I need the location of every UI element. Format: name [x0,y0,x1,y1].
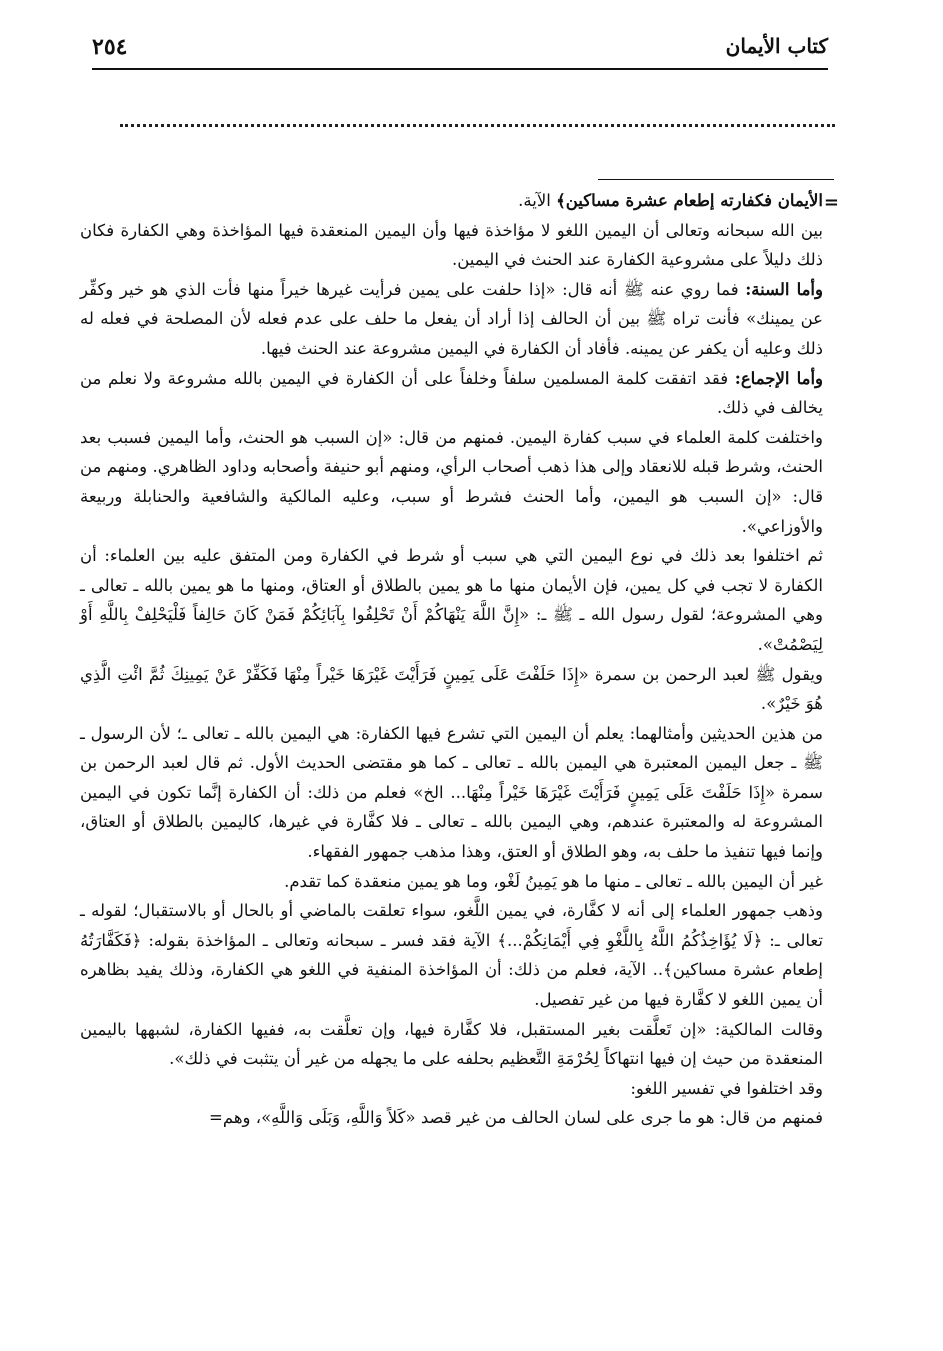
paragraph-text: الآية. [518,191,557,210]
paragraph-text: ثم اختلفوا بعد ذلك في نوع اليمين التي هي سبب أو شرط في الكفارة ومن المتفق عليه بين العلماء: أن الكفارة لا تجب في كل يمين، فإن الأيمان منها ما هو يمين بالطلاق أو العتاق، ومنها ما هو يمين بالله ـ تعالى ـ وهي المشروعة؛ لقول رسول الله ـ ﷺ ـ: «إِنَّ اللَّهَ يَنْهَاكُمْ أَنْ تَحْلِفُوا بِآبَائِكُمْ فَمَنْ كَانَ حَالِفاً فَلْيَحْلِفْ بِاللَّهِ أَوْ لِيَصْمُتْ». [80,546,823,654]
chapter-title: كتاب الأيمان [725,34,828,58]
paragraph [80,896,823,1014]
paragraph [80,867,823,897]
paragraph [80,541,823,659]
paragraph-text: واختلفت كلمة العلماء في سبب كفارة اليمين. فمنهم من قال: «إن السبب هو الحنث، وأما اليمين فسبب بعد الحنث، وشرط قبله للانعقاد وإلى هذا ذهب أصحاب الرأي، ومنهم أبو حنيفة وأصحابه وداود الظاهري. ومنهم من قال: «إن السبب هو اليمين، وأما الحنث فشرط أو سبب، وعليه المالكية والشافعية والحنابلة وربيعة والأوزاعي». [80,427,823,536]
paragraph [80,216,823,275]
paragraph [80,364,823,423]
paragraph-text: وقالت المالكية: «إن تَعلَّقت بغير المستقبل، فلا كفَّارة فيها، وإن تعلَّقت به، ففيها الكفارة، لشبهها باليمين المنعقدة من حيث إن فيها انتهاكاً لِحُرْمَةِ التَّعظيم بحلفه على ما يجهله من غير أن يتثبت في ذلك». [80,1019,823,1069]
paragraph [80,1015,823,1074]
page-header [92,34,828,64]
paragraph [80,719,823,867]
dotted-separator [120,124,835,127]
paragraph-text: بين الله سبحانه وتعالى أن اليمين اللغو لا مؤاخذة فيها وأن اليمين المنعقدة فيها المؤاخذة وهي الكفارة فكان ذلك دليلاً على مشروعية الكفارة عند الحنث في اليمين. [80,220,823,270]
paragraph-text: فمنهم من قال: هو ما جرى على لسان الحالف من غير قصد «كَلاً وَاللَّهِ، وَبَلَى وَاللَّهِ»، وهم= [209,1108,823,1128]
footnote-body [80,186,823,1133]
paragraph-text: من هذين الحديثين وأمثالهما: يعلم أن اليمين التي تشرع فيها الكفارة: هي اليمين بالله ـ تعالى ـ؛ لأن الرسول ـ ﷺ ـ جعل اليمين المعتبرة هي اليمين بالله ـ تعالى ـ كما هو مقتضى الحديث الأول. ثم قال لعبد الرحمن بن سمرة «إِذَا حَلَفْتَ عَلَى يَمِينٍ فَرَأَيْتَ غَيْرَهَا خَيْراً مِنْهَا... الخ» فعلم من ذلك: أن الكفارة إنَّما تكون في اليمين المشروعة له والمعتبرة عندهم، وهي اليمين بالله ـ تعالى ـ فلا كفَّارة في غيرها، كاليمين بالطلاق أو العتاق، وإنما فيها تنفيذ ما حلف به، وهو الطلاق أو العتق، وهذا مذهب جمهور الفقهاء. [80,723,823,862]
paragraph [80,423,823,541]
footnote-divider [598,179,834,180]
footnote-continuation-mark: = [823,192,839,213]
paragraph-text: غير أن اليمين بالله ـ تعالى ـ منها ما هو يَمِينُ لَغْو، وما هو يمين منعقدة كما تقدم. [284,871,823,891]
paragraph-text: فما روي عنه ﷺ أنه قال: «إذا حلفت على يمين فرأيت غيرها خيراً منها فأت الذي هو خير وكفِّر عن يمينك» فأنت تراه ﷺ بين أن الحالف إذا أراد أن يفعل ما حلف على عدم فعله لأن المصلحة في فعله له ذلك وعليه أن يكفر عن يمينه. فأفاد أن الكفارة في اليمين مشروعة عند الحنث فيها. [80,279,823,358]
paragraph [80,275,823,364]
paragraph-lead: الأيمان فكفارته إطعام عشرة مساكين﴾ [556,191,823,210]
paragraph-text: وقد اختلفوا في تفسير اللغو: [630,1078,823,1098]
paragraph-lead: وأما السنة: [745,279,823,299]
paragraph-text: وذهب جمهور العلماء إلى أنه لا كفَّارة، في يمين اللَّغو، سواء تعلقت بالماضي أو بالحال أو بالاستقبال؛ لقوله ـ تعالى ـ: ﴿لَا يُؤَاخِذُكُمُ اللَّهُ بِاللَّغْوِ فِي أَيْمَانِكُمْ...﴾ الآية فقد فسر ـ سبحانه وتعالى ـ المؤاخذة بقوله: ﴿فَكَفَّارَتُهُ إطعام عشرة مساكين﴾.. الآية، فعلم من ذلك: أن المؤاخذة المنفية في اللغو هي الكفارة، وذلك يفيد بظاهره أن يمين اللغو لا كفَّارة فيها من غير تفصيل. [80,901,823,1010]
paragraph [80,1103,823,1133]
paragraph-text: ويقول ﷺ لعبد الرحمن بن سمرة «إِذَا حَلَفْتَ عَلَى يَمِينٍ فَرَأَيْتَ غَيْرَهَا خَيْراً مِنْهَا فَكَفِّرْ عَنْ يَمِينِكَ ثُمَّ ائْتِ الَّذِي هُوَ خَيْرٌ». [80,664,823,714]
paragraph-text: فقد اتفقت كلمة المسلمين سلفاً وخلفاً على أن الكفارة في اليمين بالله مشروعة ولا نعلم من يخالف في ذلك. [80,368,823,418]
paragraph [80,186,823,216]
paragraph [80,1074,823,1104]
paragraph-lead: وأما الإجماع: [734,368,823,388]
page-number: ٢٥٤ [92,34,128,60]
header-divider [92,68,828,70]
paragraph [80,660,823,719]
